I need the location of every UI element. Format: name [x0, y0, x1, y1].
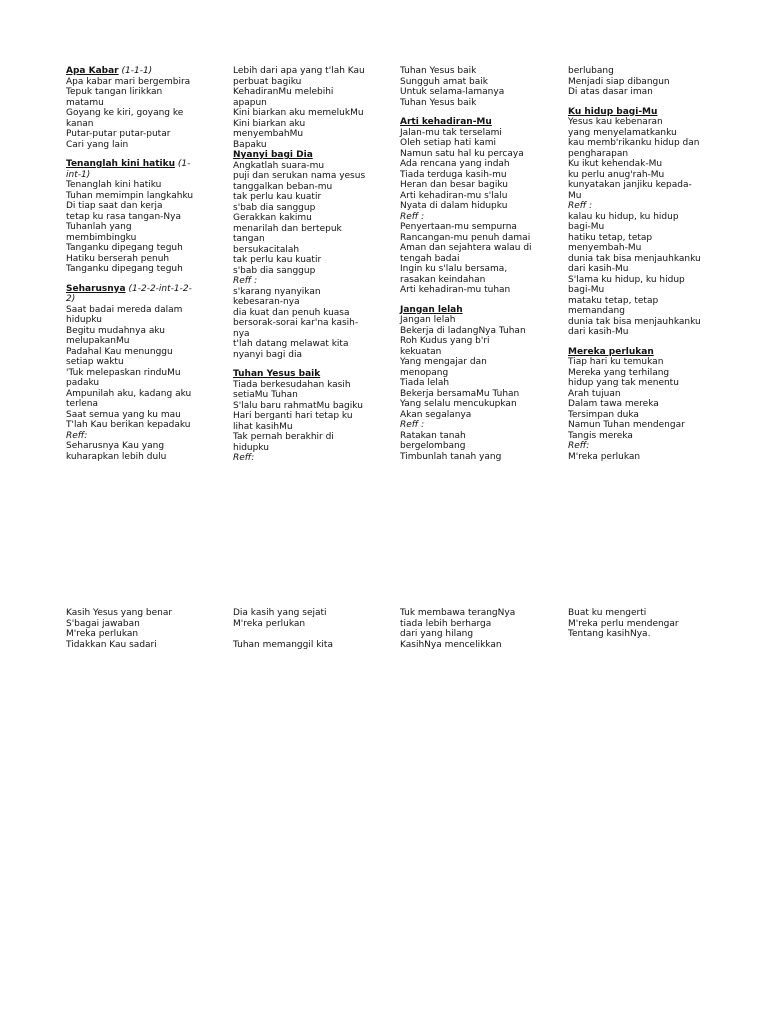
lyric-line: Tersimpan duka [568, 409, 639, 420]
song-title: Ku hidup bagi-Mu [568, 106, 658, 117]
lyric-line: bersukacitalah [233, 244, 300, 255]
refrain-marker: Reff : [400, 211, 425, 222]
song-structure-note: int-1) [66, 169, 91, 180]
lyric-line: Rancangan-mu penuh damai [400, 232, 531, 243]
lyric-line: kalau ku hidup, ku hidup [568, 211, 679, 222]
song-section [400, 305, 550, 463]
lyric-line: dari kasih-Mu [568, 264, 629, 274]
lyric-line: tengah badai [400, 253, 460, 264]
lyric-line: Tenanglah kini hatiku [66, 180, 162, 190]
lyric-line: kunyatakan janjiku kepada- [568, 180, 692, 190]
lyric-line: Jalan-mu tak terselami [400, 127, 502, 138]
song-section [66, 159, 216, 275]
lyric-line: tak perlu kau kuatir [233, 255, 322, 265]
lyric-line: Bapaku [233, 139, 267, 150]
lyric-line: Tuk membawa terangNya [400, 608, 516, 618]
lyric-line: Kini biarkan aku [233, 118, 306, 129]
lyric-line: Heran dan besar bagiku [400, 180, 508, 190]
lyric-line: bagi-Mu [568, 285, 605, 295]
lyric-line: menarilah dan bertepuk [233, 223, 342, 234]
lyric-line: Tiada lelah [400, 378, 450, 388]
lyric-line: t'lah datang melawat kita [233, 339, 349, 349]
song-title: Tenanglah kini hatiku [66, 159, 176, 169]
lyric-line: Kasih Yesus yang benar [66, 608, 173, 618]
lyric-line: s'bab dia sanggup [233, 265, 316, 276]
lyric-line: Namun Tuhan mendengar [568, 420, 685, 430]
lyric-line: Ampunilah aku, kadang aku [66, 388, 192, 399]
lyric-line: Lebih dari apa yang t'lah Kau [233, 66, 365, 76]
lyric-line: Cari yang lain [66, 139, 129, 150]
lyric-line: Yang selalu mencukupkan [400, 399, 517, 409]
song-section [400, 117, 550, 296]
refrain-marker: Reff : [233, 276, 258, 286]
lyric-line: kanan [66, 118, 94, 129]
lyric-line: Tanganku dipegang teguh [66, 243, 183, 253]
lyric-line: Tiada berkesudahan kasih [233, 379, 351, 390]
lyric-line: setiaMu Tuhan [233, 390, 298, 400]
lyric-line: terlena [66, 399, 99, 409]
lyric-line: Tidakkan Kau sadari [66, 639, 157, 650]
lyric-line: Mu [568, 190, 582, 201]
refrain-marker: Reff : [400, 420, 425, 430]
song-title-row [233, 150, 383, 161]
lyric-line: Angkatlah suara-mu [233, 160, 325, 171]
song-section [66, 284, 216, 463]
column-4-top [568, 66, 718, 462]
lyric-line: T'lah Kau berikan kepadaku [66, 420, 191, 430]
lyric-line: Tentang kasihNya. [568, 629, 651, 639]
lyric-line: membimbingku [66, 232, 137, 243]
lyric-line: dunia tak bisa menjauhkanku [568, 253, 701, 264]
lyric-line: Ada rencana yang indah [400, 159, 510, 169]
lyric-line [233, 629, 383, 640]
lyric-line: Mereka yang terhilang [568, 367, 670, 378]
lyric-line: kau memb'rikanku hidup dan [568, 138, 700, 148]
lyric-line: Tanganku dipegang teguh [66, 264, 183, 274]
lyric-line: Tiap hari ku temukan [568, 357, 664, 367]
lyric-line: kuharapkan lebih dulu [66, 451, 167, 462]
song-section [568, 347, 718, 463]
lyric-line: kebesaran-nya [233, 297, 300, 307]
song-section [568, 66, 718, 98]
lyric-line: setiap waktu [66, 357, 124, 367]
lyric-line: tetap ku rasa tangan-Nya [66, 211, 181, 222]
lyric-line: Dia kasih yang sejati [233, 608, 327, 618]
lyric-line: Kini biarkan aku memelukMu [233, 108, 364, 118]
song-title: Jangan lelah [400, 304, 463, 315]
column-2-bottom [233, 608, 383, 650]
song-title-row [400, 117, 550, 128]
lyric-line: s'karang nyanyikan [233, 286, 321, 297]
lyric-line: S'bagai jawaban [66, 618, 140, 629]
lyric-line: menyembahMu [233, 129, 304, 139]
lyric-line: Putar-putar putar-putar [66, 129, 171, 139]
column-3-top [400, 66, 550, 462]
lyric-line: Bekerja bersamaMu Tuhan [400, 388, 520, 399]
lyric-line: 'Tuk melepaskan rinduMu [66, 367, 181, 378]
column-2-top [233, 66, 383, 464]
lyric-line: Padahal Kau menunggu [66, 346, 173, 357]
lyric-line: Apa kabar mari bergembira [66, 76, 191, 87]
lyric-line: tak perlu kau kuatir [233, 192, 322, 202]
lyric-line: dia kuat dan penuh kuasa [233, 307, 350, 318]
song-structure-note: (1- [177, 159, 191, 169]
song-section [233, 150, 383, 360]
lyric-line: M'reka perlukan [568, 451, 641, 462]
lyric-line: dari yang hilang [400, 629, 474, 639]
refrain-marker: Reff: [568, 441, 590, 451]
lyric-line: Roh Kudus yang b'ri [400, 336, 490, 346]
song-title: Apa Kabar [66, 66, 119, 76]
lyric-line: Saat semua yang ku mau [66, 409, 181, 420]
song-title-row [66, 159, 216, 170]
lyric-line: yang menyelamatkanku [568, 127, 677, 138]
lyric-line: Tuhan memimpin langkahku [66, 190, 194, 201]
lyric-line: KehadiranMu melebihi [233, 87, 334, 97]
lyric-line: dari kasih-Mu [568, 327, 629, 337]
lyric-line: s'bab dia sanggup [233, 202, 316, 213]
song-title-row [233, 369, 383, 380]
lyric-line: Tiada terduga kasih-mu [400, 169, 507, 180]
lyric-line: Tak pernah berakhir di [233, 432, 334, 442]
lyric-line: Untuk selama-lamanya [400, 87, 505, 97]
song-section [233, 66, 383, 150]
lyric-line: Dalam tawa mereka [568, 399, 659, 409]
lyric-line: hidupku [233, 442, 269, 453]
lyric-line: Penyertaan-mu sempurna [400, 222, 517, 232]
lyric-line: dunia tak bisa menjauhkanku [568, 316, 701, 327]
lyric-line: Saat badai mereda dalam [66, 304, 183, 315]
lyric-line: Seharusnya Kau yang [66, 441, 165, 451]
lyric-line: rasakan keindahan [400, 274, 486, 285]
song-title: Tuhan Yesus baik [233, 369, 321, 379]
lyric-line: Arti kehadiran-mu tuhan [400, 285, 511, 295]
lyric-line: Tuhan memanggil kita [233, 639, 333, 650]
lyric-line: memandang [568, 306, 625, 316]
lyric-line: menopang [400, 367, 449, 378]
column-1-bottom [66, 608, 216, 650]
column-4-bottom [568, 608, 718, 640]
song-title: Mereka perlukan [568, 346, 654, 357]
lyric-line: hidupku [66, 315, 102, 325]
lyric-line: Jangan lelah [400, 315, 456, 325]
song-structure-note: (1-1-1) [121, 66, 153, 76]
lyric-line: Hatiku berserah penuh [66, 253, 170, 264]
lyric-line: ku perlu anug'rah-Mu [568, 169, 665, 180]
lyric-line: Yang mengajar dan [400, 357, 487, 367]
lyric-line: Tangis mereka [568, 430, 633, 441]
lyric-line: tanggalkan beban-mu [233, 181, 333, 192]
lyric-line: kekuatan [400, 346, 442, 357]
lyric-line: berlubang [568, 66, 614, 76]
lyric-line: M'reka perlu mendengar [568, 618, 679, 629]
lyric-line: bergelombang [400, 441, 466, 451]
song-title-row [568, 347, 718, 358]
lyric-line: Di tiap saat dan kerja [66, 201, 163, 211]
lyric-line: Yesus kau kebenaran [568, 117, 663, 127]
lyric-line: Tuhanlah yang [66, 222, 132, 232]
lyric-line: Oleh setiap hati kami [400, 138, 496, 148]
song-title-row [400, 305, 550, 316]
lyric-line: Tuhan Yesus baik [400, 97, 477, 108]
lyric-line: KasihNya mencelikkan [400, 639, 502, 650]
lyric-line: Aman dan sejahtera walau di [400, 243, 532, 253]
song-section [400, 66, 550, 108]
song-section [568, 107, 718, 338]
lyric-line: Ingin ku s'lalu bersama, [400, 264, 508, 274]
lyric-line: Begitu mudahnya aku [66, 325, 165, 336]
song-title: Arti kehadiran-Mu [400, 117, 492, 127]
refrain-marker: Reff : [568, 201, 593, 211]
song-title-row [66, 284, 216, 295]
song-structure-note: (1-2-2-int-1-2- [128, 283, 192, 294]
song-title: Seharusnya [66, 283, 126, 294]
lyric-line: puji dan serukan nama yesus [233, 171, 366, 181]
lyric-line: S'lama ku hidup, ku hidup [568, 274, 685, 285]
lyric-line: bagi-Mu [568, 222, 605, 232]
song-title-row [568, 107, 718, 118]
lyric-line: Namun satu hal ku percaya [400, 148, 524, 159]
lyric-line: Timbunlah tanah yang [400, 451, 502, 462]
column-3-bottom [400, 608, 550, 650]
lyric-line: pengharapan [568, 148, 629, 159]
lyric-line: Akan segalanya [400, 409, 472, 420]
lyric-line: padaku [66, 378, 100, 388]
lyric-line: perbuat bagiku [233, 76, 302, 87]
song-title: Nyanyi bagi Dia [233, 150, 313, 160]
song-section [233, 369, 383, 464]
lyric-line: Gerakkan kakimu [233, 213, 312, 223]
lyric-line: matamu [66, 97, 104, 108]
lyric-line: Tepuk tangan lirikkan [66, 87, 163, 97]
lyric-line: apapun [233, 97, 267, 108]
lyric-line: Buat ku mengerti [568, 608, 647, 618]
lyric-line: lihat kasihMu [233, 421, 293, 432]
lyric-line: Sungguh amat baik [400, 76, 488, 87]
lyric-line: menyembah-Mu [568, 243, 642, 253]
lyric-line: Hari berganti hari tetap ku [233, 411, 353, 421]
song-title-row [66, 66, 216, 77]
lyric-line: M'reka perlukan [66, 629, 139, 639]
column-1-top [66, 66, 216, 462]
lyric-line: Bekerja di ladangNya Tuhan [400, 325, 526, 336]
lyric-line: tangan [233, 234, 265, 244]
lyric-line: S'lalu baru rahmatMu bagiku [233, 400, 363, 411]
lyric-line: hidup yang tak menentu [568, 378, 679, 388]
lyric-line: nyanyi bagi dia [233, 349, 302, 360]
lyric-line: Menjadi siap dibangun [568, 76, 670, 87]
lyric-line: hatiku tetap, tetap [568, 232, 653, 243]
lyric-line: Di atas dasar iman [568, 87, 653, 97]
lyric-line: Ku ikut kehendak-Mu [568, 159, 663, 169]
refrain-marker: Reff: [66, 430, 88, 441]
lyric-line: M'reka perlukan [233, 618, 306, 629]
lyric-line: Arti kehadiran-mu s'lalu [400, 190, 508, 201]
lyric-line: nya [233, 328, 250, 339]
lyric-line: tiada lebih berharga [400, 618, 492, 629]
lyric-line: Goyang ke kiri, goyang ke [66, 108, 184, 118]
lyric-line: mataku tetap, tetap [568, 295, 659, 306]
lyric-line: Tuhan Yesus baik [400, 66, 477, 76]
refrain-marker: Reff: [233, 453, 255, 463]
lyric-line: bersorak-sorai kar'na kasih- [233, 318, 359, 328]
lyric-line: Ratakan tanah [400, 430, 466, 441]
song-structure-note: 2) [66, 294, 76, 304]
lyric-line: Arah tujuan [568, 388, 621, 399]
song-section [66, 66, 216, 150]
lyric-line: melupakanMu [66, 336, 130, 346]
lyric-line: Nyata di dalam hidupku [400, 201, 508, 211]
